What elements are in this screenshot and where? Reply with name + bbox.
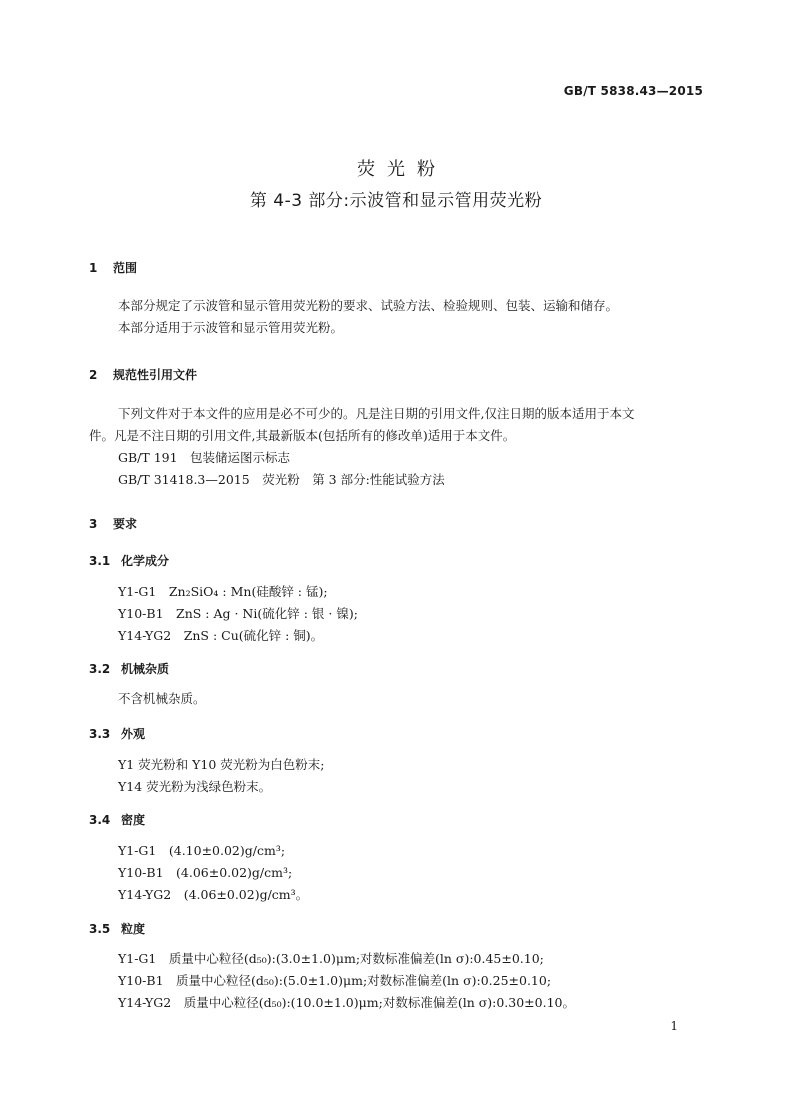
document-subtitle: 第 4-3 部分:示波管和显示管用荧光粉 bbox=[249, 191, 543, 211]
reference-item: GB/T 31418.3—2015 荧光粉 第 3 部分:性能试验方法 bbox=[118, 472, 445, 487]
page-number: 1 bbox=[670, 1019, 678, 1033]
paragraph-line: 本部分适用于示波管和显示管用荧光粉。 bbox=[118, 320, 344, 335]
section-number: 3.2 bbox=[89, 662, 111, 676]
density-line: Y1-G1 (4.10±0.02)g/cm³; bbox=[118, 843, 286, 858]
particle-size-line: Y10-B1 质量中心粒径(d₅₀):(5.0±1.0)μm;对数标准偏差(ln σ):0.25±0.10; bbox=[118, 973, 552, 988]
section-title: 化学成分 bbox=[121, 554, 170, 568]
document-title: 荧光粉 bbox=[357, 159, 447, 180]
section-number: 3.3 bbox=[89, 727, 111, 741]
paragraph-line: 件。凡是不注日期的引用文件,其最新版本(包括所有的修改单)适用于本文件。 bbox=[89, 428, 516, 443]
section-number: 3 bbox=[89, 517, 98, 531]
section-number: 3.1 bbox=[89, 554, 111, 568]
composition-line: Y10-B1 ZnS : Ag · Ni(硫化锌 : 银 · 镍); bbox=[118, 606, 358, 621]
reference-item: GB/T 191 包装储运图示标志 bbox=[118, 450, 291, 465]
subsection-3-4-heading bbox=[89, 811, 145, 828]
section-title: 规范性引用文件 bbox=[113, 368, 198, 382]
section-number: 3.4 bbox=[89, 813, 111, 827]
subsection-3-2-heading bbox=[89, 660, 169, 677]
paragraph-line: Y14 荧光粉为浅绿色粉末。 bbox=[118, 779, 272, 794]
density-line: Y14-YG2 (4.06±0.02)g/cm³。 bbox=[118, 887, 309, 902]
standard-number: GB/T 5838.43—2015 bbox=[563, 84, 703, 98]
composition-line: Y14-YG2 ZnS : Cu(硫化锌 : 铜)。 bbox=[118, 628, 324, 643]
section-2-heading bbox=[89, 366, 197, 383]
section-1-heading bbox=[89, 259, 137, 276]
paragraph-line: Y1 荧光粉和 Y10 荧光粉为白色粉末; bbox=[118, 757, 325, 772]
section-number: 1 bbox=[89, 261, 98, 275]
paragraph-line: 下列文件对于本文件的应用是必不可少的。凡是注日期的引用文件,仅注日期的版本适用于本文 bbox=[118, 406, 635, 421]
subsection-3-3-heading bbox=[89, 725, 145, 742]
section-title: 范围 bbox=[113, 261, 138, 275]
section-title: 密度 bbox=[121, 813, 146, 827]
paragraph-line: 本部分规定了示波管和显示管用荧光粉的要求、试验方法、检验规则、包装、运输和储存。 bbox=[118, 298, 619, 313]
subsection-3-1-heading bbox=[89, 552, 169, 569]
section-title: 外观 bbox=[121, 727, 146, 741]
composition-line: Y1-G1 Zn₂SiO₄ : Mn(硅酸锌 : 锰); bbox=[118, 584, 328, 599]
density-line: Y10-B1 (4.06±0.02)g/cm³; bbox=[118, 865, 293, 880]
section-3-heading bbox=[89, 515, 137, 532]
section-number: 3.5 bbox=[89, 922, 111, 936]
paragraph-line: 不含机械杂质。 bbox=[118, 691, 206, 706]
subsection-3-5-heading bbox=[89, 920, 145, 937]
section-title: 要求 bbox=[113, 517, 138, 531]
section-title: 粒度 bbox=[121, 922, 146, 936]
particle-size-line: Y1-G1 质量中心粒径(d₅₀):(3.0±1.0)μm;对数标准偏差(ln σ):0.45±0.10; bbox=[118, 951, 544, 966]
section-title: 机械杂质 bbox=[121, 662, 170, 676]
particle-size-line: Y14-YG2 质量中心粒径(d₅₀):(10.0±1.0)μm;对数标准偏差(ln σ):0.30±0.10。 bbox=[118, 995, 575, 1010]
section-number: 2 bbox=[89, 368, 98, 382]
